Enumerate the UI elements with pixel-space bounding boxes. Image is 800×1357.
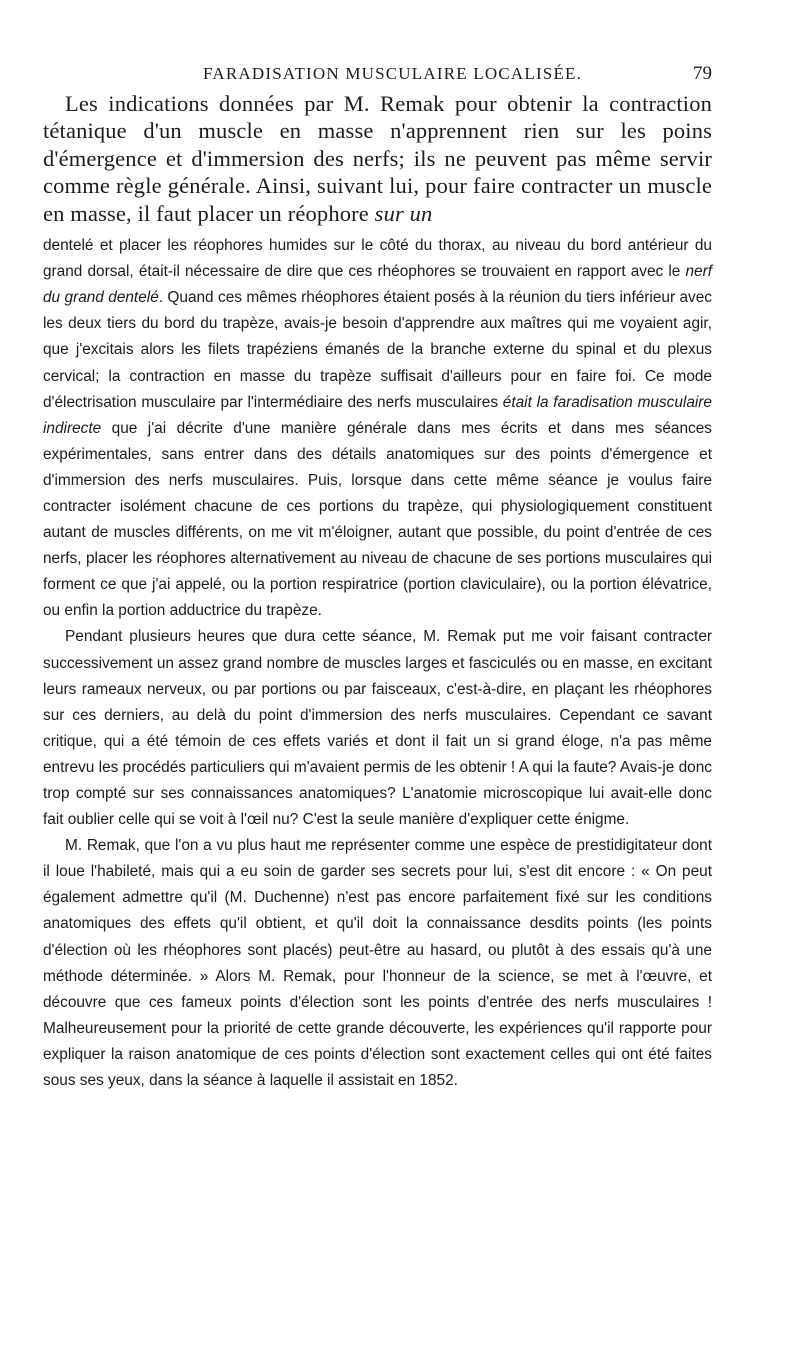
p1-italic-nerve: nerf du grand dentelé xyxy=(43,263,712,307)
lead-paragraph xyxy=(43,90,712,227)
page-number: 79 xyxy=(693,63,712,84)
body-paragraph-3: M. Remak, que l'on a vu plus haut me représenter comme une espèce de prestidigitateur dont il loue l'habileté, mais qui a eu soin de garder ses secrets pour lui, s'est dit encore : « On peut également admettre qu'il (M. Duchenne) n'est pas encore parfaitement fixé sur les conditions anatomiques des effets qu'il obtient, et qu'il doit la connaissance desdits points (les points d'élection où les rhéophores sont placés) peut-être au hasard, ou plutôt à des essais qu'à une méthode déterminée. » Alors M. Remak, pour l'honneur de la science, se met à l'œuvre, et découvre que ces fameux points d'élection sont les points d'entrée des nerfs musculaires ! Malheureusement pour la priorité de cette grande découverte, les expériences qu'il rapporte pour expliquer la raison anatomique de ces points d'élection sont exactement celles qui ont été faites sous ses yeux, dans la séance à laquelle il assistait en 1852. xyxy=(43,837,712,1090)
p1-text-b: . Quand ces mêmes rhéophores étaient posés à la réunion du tiers inférieur avec les deux tiers du bord du trapèze, avais-je besoin d'apprendre aux maîtres qui me voyaient agir, que j'excitais alors les filets trapéziens émanés de la branche externe du spinal et du plexus cervical; la contraction en masse du trapèze suffisait d'ailleurs pour en faire foi. Ce mode d'électrisation musculaire par l'intermédiaire des nerfs musculaires xyxy=(43,289,712,411)
p1-text-a: dentelé et placer les réophores humides sur le côté du thorax, au niveau du bord antérieur du grand dorsal, était-il nécessaire de dire que ces rhéophores se trouvaient en rapport avec le xyxy=(43,237,712,281)
lead-text: Les indications données par M. Remak pour obtenir la contraction tétanique d'un muscle en masse n'apprennent rien sur les poins d'émergence et d'immersion des nerfs; ils ne peuvent pas même servir comme règle générale. Ainsi, suivant lui, pour faire contracter un muscle en masse, il faut placer un réophore xyxy=(43,91,712,226)
p1-text-c: que j'ai décrite d'une manière générale dans mes écrits et dans mes séances expérimentales, sans entrer dans des détails anatomiques sur des points d'émergence et d'immersion des nerfs musculaires. Puis, lorsque dans cette même séance je voulus faire contracter isolément chacune de ces portions du trapèze, qui physiologiquement constituent autant de muscles différents, on me vit m'éloigner, autant que possible, du point d'entrée de ces nerfs, placer les réophores alternativement au niveau de chacune de ses portions musculaires qui forment ce que j'ai appelé, ou la portion respiratrice (portion claviculaire), ou la portion élévatrice, ou enfin la portion adductrice du trapèze. xyxy=(43,419,712,620)
body-paragraph-2: Pendant plusieurs heures que dura cette séance, M. Remak put me voir faisant contracter successivement un assez grand nombre de muscles larges et fasciculés ou en masse, en excitant leurs rameaux nerveux, ou par portions ou par faisceaux, c'est-à-dire, en plaçant les rhéophores sur ces derniers, au delà du point d'immersion des nerfs musculaires. Cependant ce savant critique, qui a été témoin de ces effets variés et dont il fait un si grand éloge, n'a pas même entrevu les procédés particuliers qui m'avaient permis de les obtenir ! A qui la faute? Avais-je donc trop compté sur ses connaissances anatomiques? L'anatomie microscopique lui avait-elle donc fait oublier celle qui se voit à l'œil nu? C'est la seule manière d'expliquer cette énigme. xyxy=(43,628,712,829)
lead-italic: sur un xyxy=(374,200,433,226)
p1-italic-method: était la faradisation musculaire indirecte xyxy=(43,393,712,437)
running-title: FARADISATION MUSCULAIRE LOCALISÉE. xyxy=(203,64,583,83)
body-paragraph-1 xyxy=(43,233,712,624)
running-head xyxy=(43,64,712,90)
